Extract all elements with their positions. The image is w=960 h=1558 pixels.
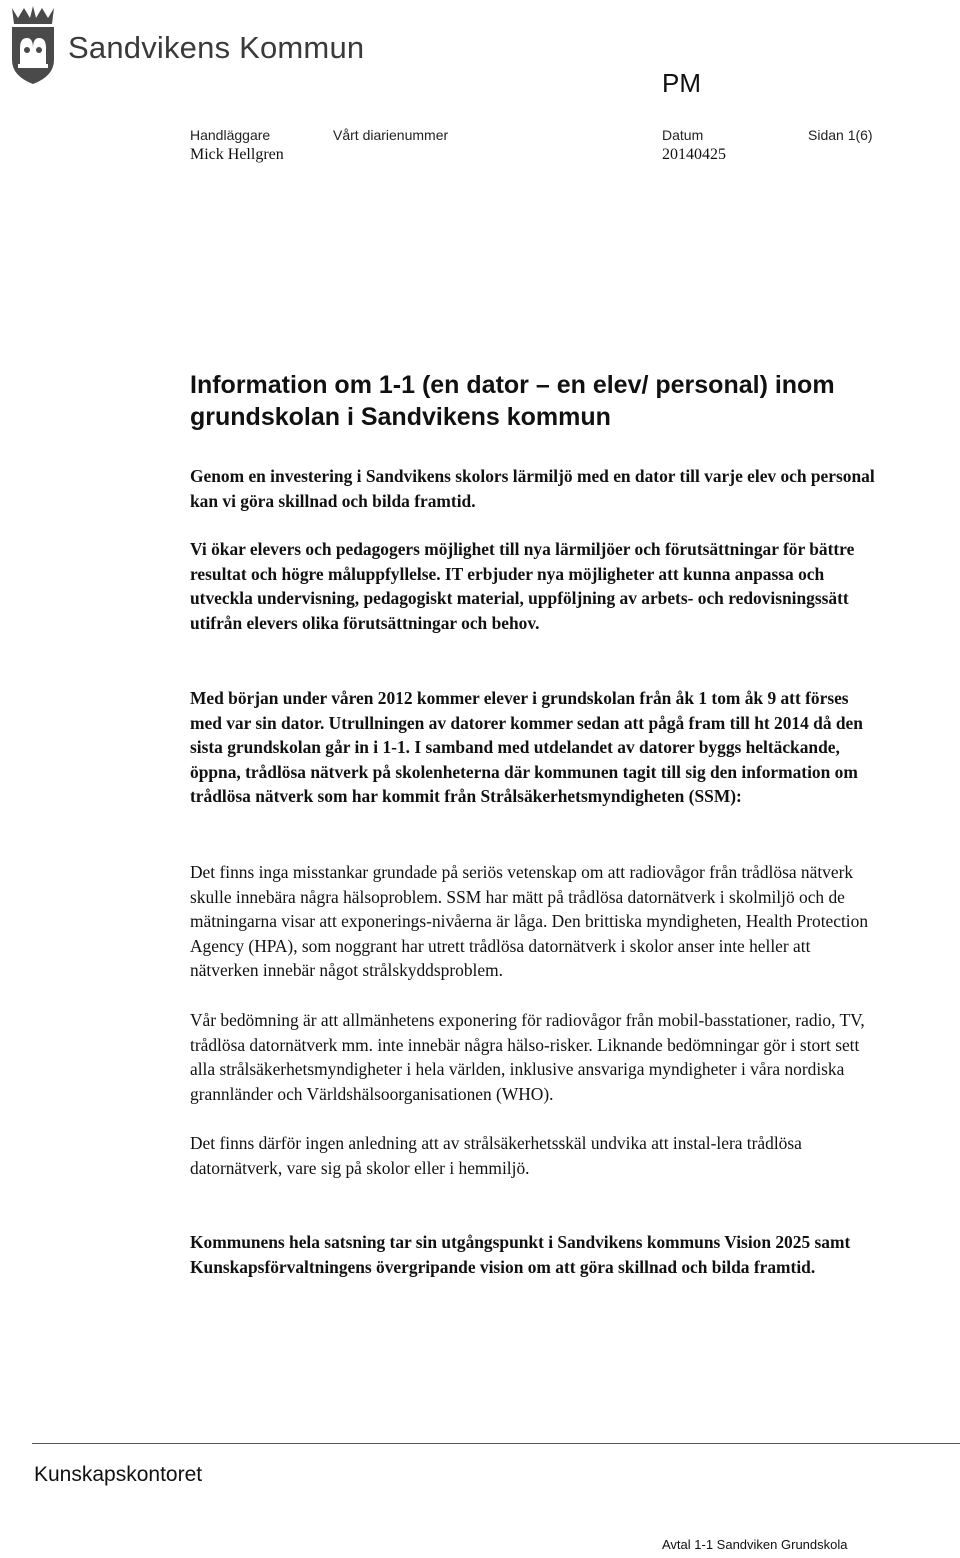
document-title: Information om 1-1 (en dator – en elev/ personal) inom grundskolan i Sandvikens kommun (190, 371, 835, 431)
ssm-quote-paragraph: Det finns därför ingen anledning att av strålsäkerhetsskäl undvika att instal-lera trådlösa datornätverk, vare sig på skolor eller i hemmiljö. (190, 1133, 802, 1178)
handlaggare-label: Handläggare (190, 127, 271, 143)
body-paragraph: Med början under våren 2012 kommer elever i grundskolan från åk 1 tom åk 9 att förses med var sin dator. Utrullningen av datorer kommer sedan att pågå fram till ht 2014 då den sista grundskolan går in i 1-1. I samband med utdelandet av datorer byggs heltäckande, öppna, trådlösa nätverk på skolenheterna där kommunen tagit till sig den information om trådlösa nätverk som har kommit från Strålsäkerhetsmyndigheten (SSM): (190, 688, 863, 806)
datum-value: 20140425 (662, 146, 726, 163)
sandvikens-kommun-logo (6, 4, 365, 86)
footer-divider (32, 1443, 960, 1444)
diarienummer-label: Vårt diarienummer (333, 127, 449, 143)
footer-document-name: Avtal 1-1 Sandviken Grundskola (662, 1537, 848, 1552)
body-paragraph: Vi ökar elevers och pedagogers möjlighet till nya lärmiljöer och förutsättningar för bättre resultat och högre måluppfyllelse. IT erbjuder nya möjligheter att kunna anpassa och utveckla undervisning, pedagogiskt material, uppföljning av arbets- och redovisningssätt utifrån elevers olika förutsättningar och behov. (190, 539, 855, 633)
ssm-quote-paragraph: Vår bedömning är att allmänhetens exponering för radiovågor från mobil-basstationer, radio, TV, trådlösa datornätverk mm. inte innebär några hälso-risker. Liknande bedömningar gör i stort sett alla strålsäkerhetsmyndigheter i hela världen, inklusive ansvariga myndigheter i våra nordiska grannländer och Världshälsoorganisationen (WHO). (190, 1010, 865, 1104)
footer-office: Kunskapskontoret (34, 1463, 203, 1486)
intro-paragraph: Genom en investering i Sandvikens skolors lärmiljö med en dator till varje elev och personal kan vi göra skillnad och bilda framtid. (190, 466, 875, 511)
municipal-coat-of-arms-icon (6, 4, 60, 86)
conclusion-paragraph: Kommunens hela satsning tar sin utgångspunkt i Sandvikens kommuns Vision 2025 samt Kunskapsförvaltningens övergripande vision om att göra skillnad och bilda framtid. (190, 1232, 851, 1277)
datum-label: Datum (662, 127, 704, 143)
document-type: PM (662, 68, 701, 98)
org-name: Sandvikens Kommun (68, 30, 365, 65)
handlaggare-value: Mick Hellgren (190, 146, 284, 163)
ssm-quote-paragraph: Det finns inga misstankar grundade på seriös vetenskap om att radiovågor från trådlösa nätverk skulle innebära några hälsoproblem. SSM har mätt på trådlösa datornätverk i skolmiljö och de mätningarna visar att exponerings-nivåerna är låga. Den brittiska myndigheten, Health Protection Agency (HPA), som noggrant har utrett trådlösa datornätverk i skolor anser inte heller att nätverken innebär något strålskyddsproblem. (190, 862, 869, 981)
page-number: Sidan 1(6) (808, 127, 873, 143)
